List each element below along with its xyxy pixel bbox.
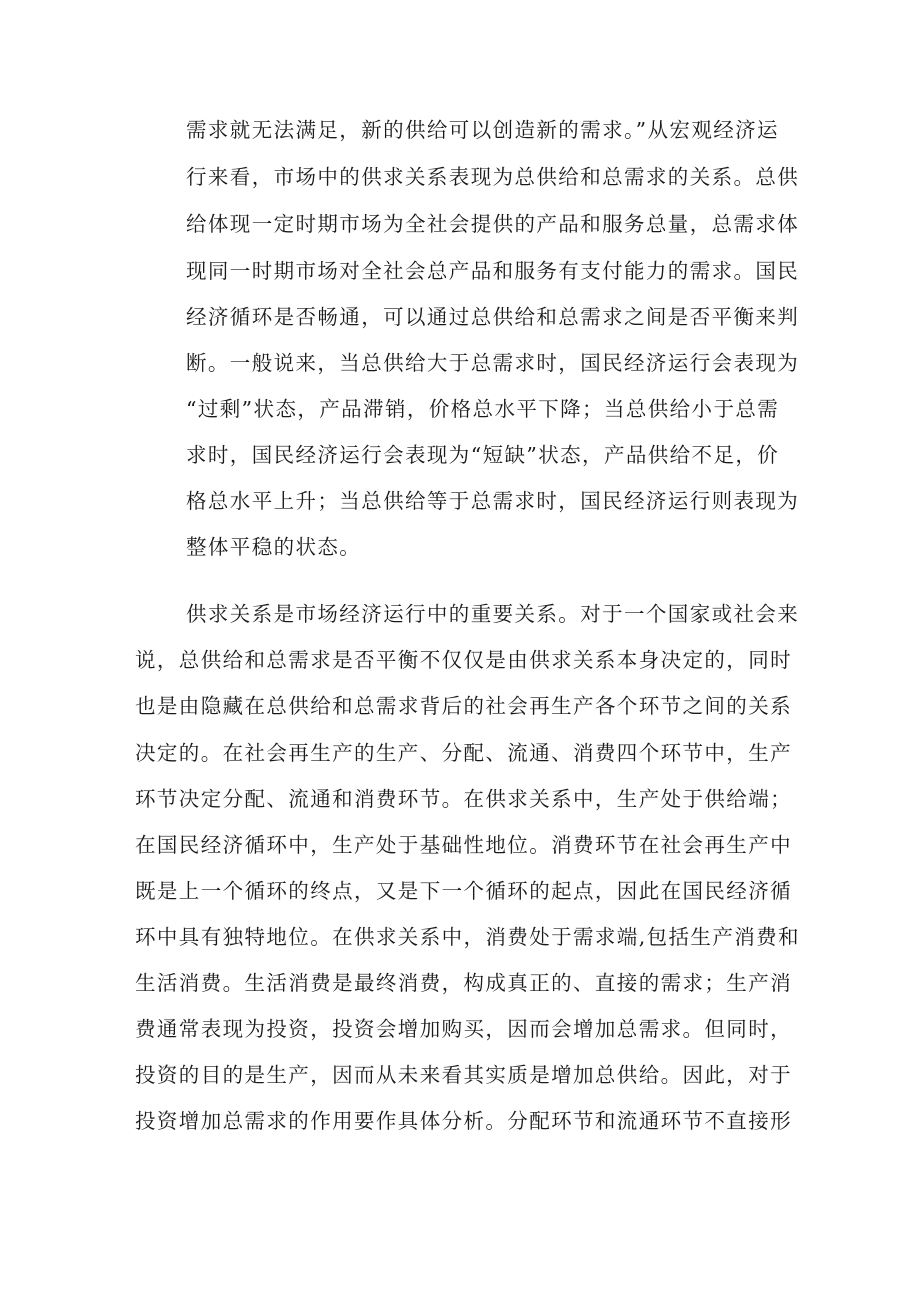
quote-line: 断。一般说来，当总供给大于总需求时，国民经济运行会表现为 [186,351,800,375]
paragraph-line: 决定的。在社会再生产的生产、分配、流通、消费四个环节中，生产 [135,741,792,765]
quote-line: “过剩”状态，产品滞销，价格总水平下降；当总供给小于总需 [186,397,780,421]
quote-line: 行来看，市场中的供求关系表现为总供给和总需求的关系。总供 [186,165,800,189]
paragraph-line: 也是由隐藏在总供给和总需求背后的社会再生产各个环节之间的关系 [135,694,792,718]
paragraph-line: 生活消费。生活消费是最终消费，构成真正的、直接的需求；生产消 [135,971,792,995]
paragraph-line: 供求关系是市场经济运行中的重要关系。对于一个国家或社会来 [186,602,800,626]
paragraph-line: 环节决定分配、流通和消费环节。在供求关系中，生产处于供给端； [135,787,792,811]
quote-line: 求时，国民经济运行会表现为“短缺”状态，产品供给不足，价 [186,443,780,467]
quote-line: 格总水平上升；当总供给等于总需求时，国民经济运行则表现为 [186,489,800,513]
quote-line: 现同一时期市场对全社会总产品和服务有支付能力的需求。国民 [186,259,800,283]
paragraph-line: 投资的目的是生产，因而从未来看其实质是增加总供给。因此，对于 [135,1063,792,1087]
paragraph-line: 环中具有独特地位。在供求关系中，消费处于需求端,包括生产消费和 [135,925,800,949]
paragraph-line: 投资增加总需求的作用要作具体分析。分配环节和流通环节不直接形 [135,1109,792,1133]
paragraph-line: 既是上一个循环的终点，又是下一个循环的起点，因此在国民经济循 [135,879,792,903]
quote-line: 需求就无法满足，新的供给可以创造新的需求。”从宏观经济运 [186,118,779,142]
paragraph-line: 说，总供给和总需求是否平衡不仅仅是由供求关系本身决定的，同时 [135,648,792,672]
paragraph-line: 费通常表现为投资，投资会增加购买，因而会增加总需求。但同时， [135,1017,792,1041]
quote-line: 整体平稳的状态。 [186,535,362,559]
paragraph-line: 在国民经济循环中，生产处于基础性地位。消费环节在社会再生产中 [135,833,792,857]
quote-line: 给体现一定时期市场为全社会提供的产品和服务总量，总需求体 [186,212,800,236]
quote-line: 经济循环是否畅通，可以通过总供给和总需求之间是否平衡来判 [186,305,800,329]
